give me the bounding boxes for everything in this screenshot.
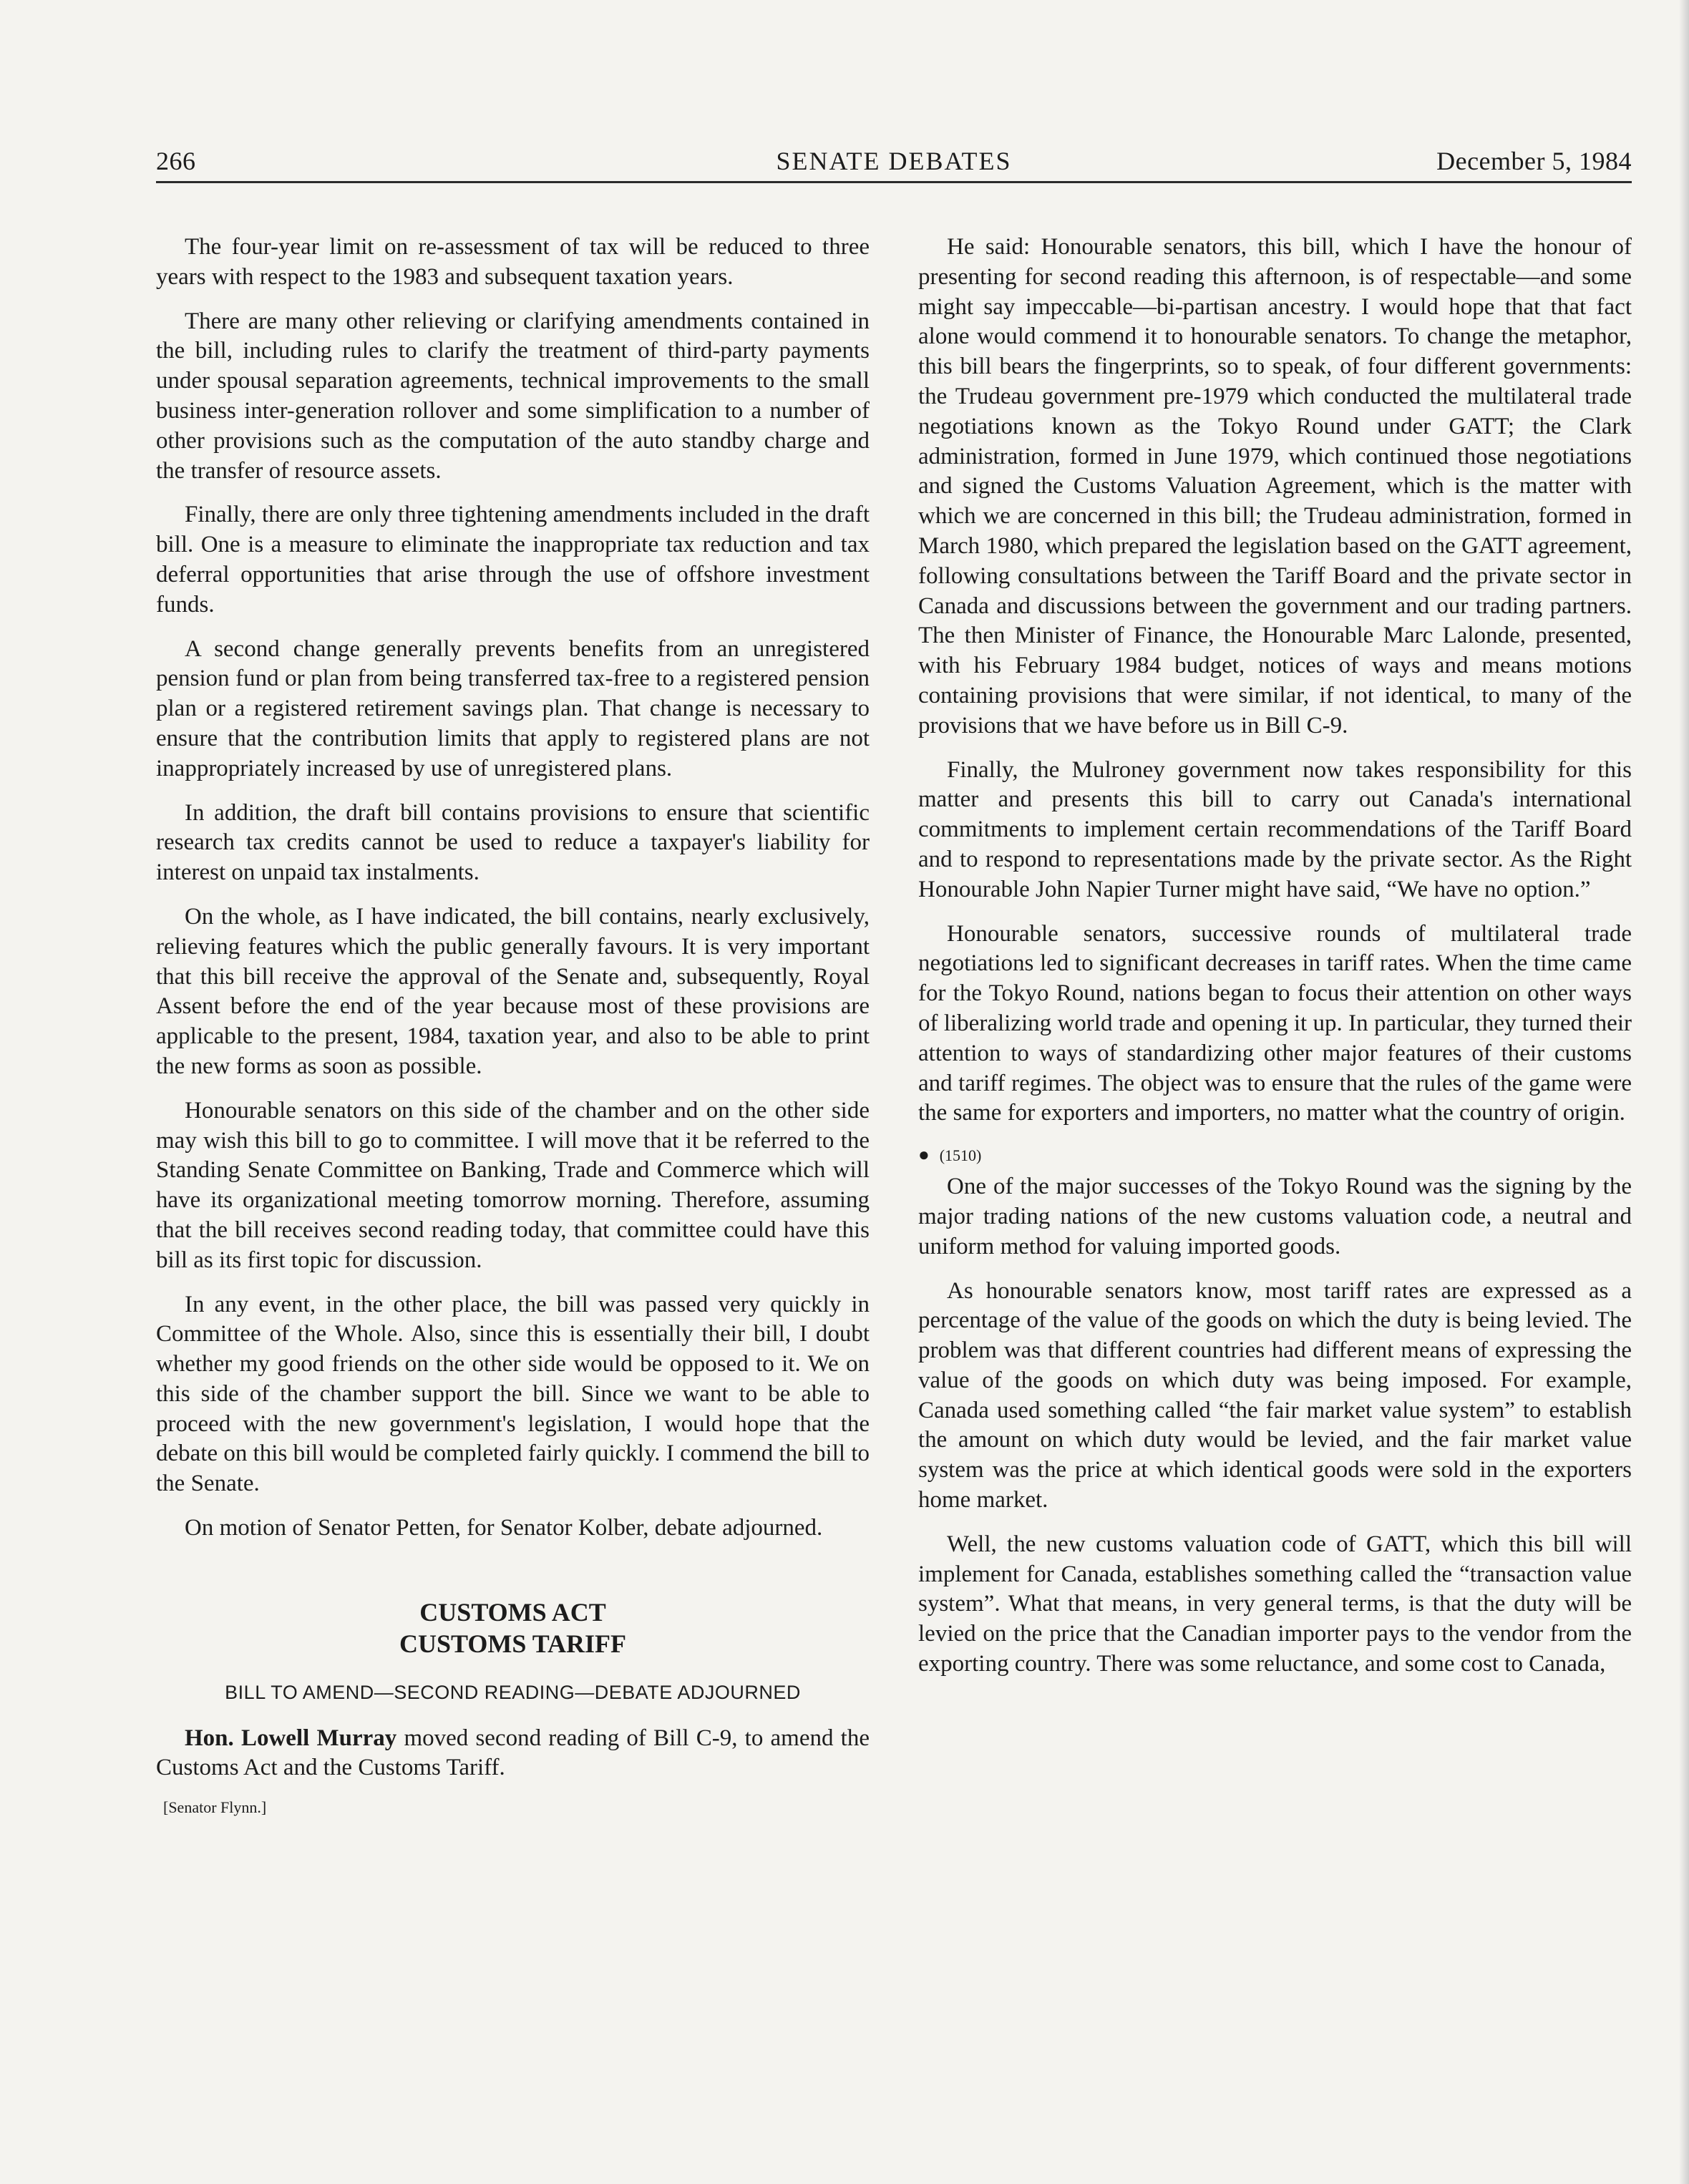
header-rule (156, 181, 1632, 183)
paragraph: On the whole, as I have indicated, the bill contains, nearly exclusively, relieving features which the public generally favours. It is very important that this bill receive the approval of the Senate and, subsequently, Royal Assent before the end of the year because most of these provisions are applicable to the present, 1984, taxation year, and also to be able to print the new forms as soon as possible. (156, 903, 870, 1079)
paragraph: The four-year limit on re-assessment of tax will be reduced to three years with respect to the 1983 and subsequent taxation years. (156, 234, 870, 290)
paragraph: A second change generally prevents benefits from an unregistered pension fund or plan from being transferred tax-free to a registered pension plan or a registered retirement savings plan. That change is necessary to ensure that the contribution limits that apply to registered plans are not inappropriately increased by use of unregistered plans. (156, 635, 870, 781)
page-edge-shadow (1679, 0, 1689, 2184)
paragraph: Well, the new customs valuation code of GATT, which this bill will implement for Canada, establishes something called the “transaction value system”. What that means, in very general terms, is that the duty will be levied on the price that the Canadian importer pays to the vendor from the exporting country. There was some reluctance, and some cost to Canada, (918, 1531, 1632, 1677)
paragraph: Honourable senators, successive rounds of multilateral trade negotiations led to significant decreases in tariff rates. When the time came for the Tokyo Round, nations began to focus their attention on other ways of liberalizing world trade and opening it up. In particular, they turned their attention to ways of standardizing other major features of their customs and tariff regimes. The object was to ensure that the rules of the game were the same for exporters and importers, no matter what the country of origin. (918, 920, 1632, 1126)
section-subheading: BILL TO AMEND—SECOND READING—DEBATE ADJOURNED (225, 1681, 801, 1703)
header-date: December 5, 1984 (1436, 147, 1632, 175)
time-marker (918, 1143, 1632, 1168)
section-title: CUSTOMS TARIFF (399, 1629, 627, 1658)
paragraph: In addition, the draft bill contains provisions to ensure that scientific research tax credits cannot be used to reduce a taxpayer's liability for interest on unpaid tax instalments. (156, 799, 870, 886)
time-stamp: (1510) (939, 1146, 982, 1165)
speaker-text: moved second reading of Bill C-9, to amend the Customs Act and the Customs Tariff. (156, 1725, 870, 1781)
page-number: 266 (156, 147, 196, 175)
paragraph: Honourable senators on this side of the chamber and on the other side may wish this bill to go to committee. I will move that it be referred to the Standing Senate Committee on Banking, Trade and Commerce which will have its organizational meeting tomorrow morning. Therefore, assuming that the bill receives second reading today, that committee could have this bill as its first topic for discussion. (156, 1097, 870, 1273)
paragraph: There are many other relieving or clarifying amendments contained in the bill, including rules to clarify the treatment of third-party payments under spousal separation agreements, technical improvements to the small business inter-generation rollover and some simplification to a number of other provisions such as the computation of the auto standby charge and the transfer of resource assets. (156, 308, 870, 484)
paragraph: He said: Honourable senators, this bill, which I have the honour of presenting for second reading this afternoon, is of respectable—and some might say impeccable—bi-partisan ancestry. I would hope that that fact alone would commend it to honourable senators. To change the metaphor, this bill bears the fingerprints, so to speak, of four different governments: the Trudeau government pre-1979 which conducted the multilateral trade negotiations known as the Tokyo Round under GATT; the Clark administration, formed in June 1979, which continued those negotiations and signed the Customs Valuation Agreement, which is the matter with which we are concerned in this bill; the Trudeau administration, formed in March 1980, which prepared the legislation based on the GATT agreement, following consultations between the Tariff Board and the private sector in Canada and discussions between the government and our trading partners. The then Minister of Finance, the Honourable Marc Lalonde, presented, with his February 1984 budget, notices of ways and means motions containing provisions that were similar, if not identical, to many of the provisions that we have before us in Bill C-9. (918, 234, 1632, 738)
running-title: SENATE DEBATES (776, 147, 1012, 175)
section-title: CUSTOMS ACT (419, 1597, 606, 1627)
left-column (156, 233, 870, 1818)
paragraph: Finally, there are only three tightening amendments included in the draft bill. One is a measure to eliminate the inappropriate tax reduction and tax deferral opportunities that arise through the use of offshore investment funds. (156, 502, 870, 618)
paragraph: As honourable senators know, most tariff rates are expressed as a percentage of the value of the goods on which the duty is being levied. The problem was that different countries had different means of expressing the value of the goods on which duty was being imposed. For example, Canada used something called “the fair market value system” to establish the amount on which duty would be levied, and the fair market value system was the price at which identical goods were sold in the exporters home market. (918, 1277, 1632, 1513)
paragraph: Finally, the Mulroney government now takes responsibility for this matter and presents this bill to carry out Canada's international commitments to implement certain recommendations of the Tariff Board and to respond to representations made by the private sector. As the Right Honourable John Napier Turner might have said, “We have no option.” (918, 756, 1632, 902)
speaker-paragraph (156, 1724, 870, 1784)
paragraph: One of the major successes of the Tokyo Round was the signing by the major trading nations of the new customs valuation code, a neutral and uniform method for valuing imported goods. (918, 1174, 1632, 1259)
paragraph: On motion of Senator Petten, for Senator Kolber, debate adjourned. (185, 1515, 823, 1541)
page-footnote: [Senator Flynn.] (163, 1798, 267, 1817)
bullet-icon: ● (918, 1144, 930, 1166)
right-column (918, 233, 1632, 1694)
page-header (156, 146, 1632, 182)
paragraph: In any event, in the other place, the bill was passed very quickly in Committee of the Whole. Also, since this is essentially their bill, I doubt whether my good friends on the other side would be opposed to it. We on this side of the chamber support the bill. Since we want to be able to proceed with the new government's legislation, I would hope that the debate on this bill would be completed fairly quickly. I commend the bill to the Senate. (156, 1291, 870, 1497)
speaker-name: Hon. Lowell Murray (185, 1725, 397, 1751)
